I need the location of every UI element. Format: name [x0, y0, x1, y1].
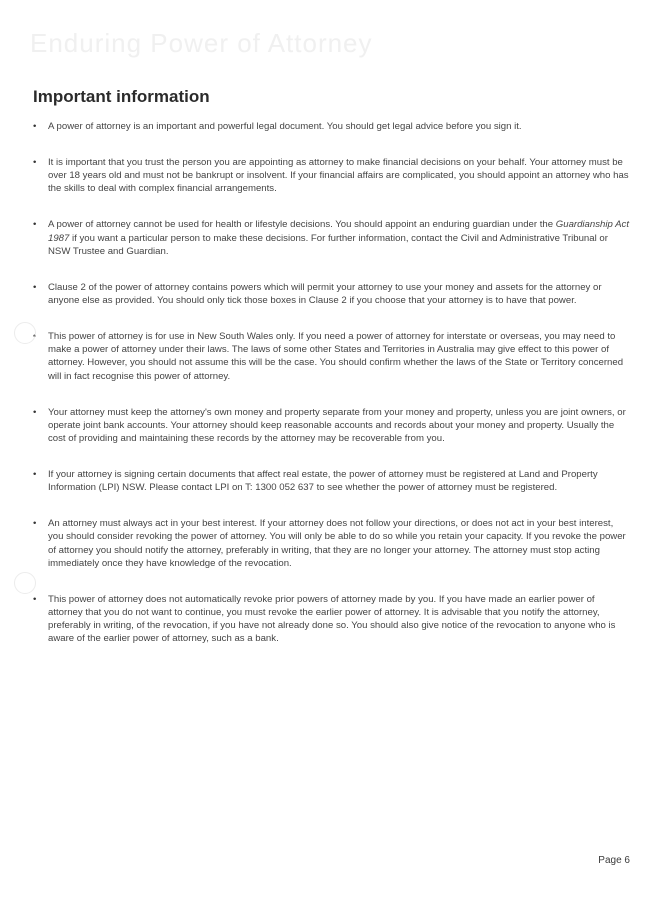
bullet-text: This power of attorney is for use in New South Wales only. If you need a power of attorney for interstate or overseas, you may need to make a power of attorney under their laws. The laws of some other States and Territories in Australia may give effect to this power of attorney. However, you should not assume this will be the case. You should confirm whether the laws of the State or Territory concerned will in fact recognise this power of attorney. — [48, 331, 624, 382]
bullet-icon: • — [33, 469, 37, 481]
bullet-icon: • — [33, 281, 37, 293]
bullet-text: It is important that you trust the person you are appointing as attorney to make financial decisions on your behalf. Your attorney must be over 18 years old and must not be bankrupt or insolvent. If your financial affairs are complicated, you should appoint an attorney who has the skills to deal with complex financial arrangements. — [48, 157, 629, 195]
bullet-icon: • — [33, 157, 37, 168]
bullet-text: If your attorney is signing certain documents that affect real estate, the power of attorney must be registered at Land and Property Information (LPI) NSW. Please contact LPI on T: 1300 052 637 to see whether the power of attorney must be registered. — [48, 469, 598, 494]
list-item — [33, 406, 630, 446]
list-item — [33, 593, 630, 646]
bullet-text — [48, 219, 629, 256]
bullet-text: This power of attorney does not automatically revoke prior powers of attorney made by you. If you have made an earlier power of attorney that you do not want to continue, you must revoke the earlier power of attorney. It is advisable that you notify the attorney, preferably in writing, of the revocation, if you have not already done so. You should also give notice of the revocation to anyone who is aware of the earlier power of attorney, such as a bank. — [48, 593, 616, 645]
bullet-icon: • — [33, 518, 37, 530]
bullet-icon: • — [33, 593, 37, 605]
list-item — [33, 281, 630, 307]
list-item — [33, 120, 630, 133]
bullet-text-before: A power of attorney cannot be used for health or lifestyle decisions. You should appoint an enduring guardian under the — [48, 219, 556, 231]
punch-hole-mark — [14, 572, 36, 594]
list-item — [33, 218, 630, 258]
page-number: Page 6 — [598, 855, 630, 866]
list-item — [33, 468, 630, 494]
bullet-text: Clause 2 of the power of attorney contains powers which will permit your attorney to use your money and assets for the attorney or anyone else as provided. You should only tick those boxes in Clause 2 if you choose that your attorney is to have that power. — [48, 281, 602, 307]
list-item — [33, 517, 630, 570]
document-title: Enduring Power of Attorney — [30, 28, 373, 58]
important-info-list — [33, 120, 630, 668]
bullet-icon: • — [33, 406, 37, 418]
bullet-text: Your attorney must keep the attorney's own money and property separate from your money and property, unless you are joint owners, or operate joint bank accounts. Your attorney should keep reasonable accounts and records about your money and property. Usually the cost of providing and maintaining these records by the attorney may be recoverable from you. — [48, 406, 626, 445]
act-name: Guardianship Act 1987 — [48, 219, 630, 244]
bullet-icon: • — [33, 219, 37, 231]
bullet-text-after: if you want a particular person to make these decisions. For further information, contact the Civil and Administrative Tribunal or NSW Trustee and Guardian. — [48, 232, 608, 257]
bullet-text: A power of attorney is an important and powerful legal document. You should get legal advice before you sign it. — [48, 121, 522, 132]
list-item — [33, 156, 630, 196]
bullet-icon: • — [33, 331, 37, 343]
list-item — [33, 330, 630, 383]
punch-hole-mark — [14, 322, 36, 344]
bullet-text: An attorney must always act in your best interest. If your attorney does not follow your directions, or does not act in your best interest, you should consider revoking the power of attorney. You will only be able to do so while you retain your capacity. If you revoke the power of attorney you should notify the attorney, preferably in writing, that they are no longer your attorney. The attorney must stop acting immediately once they have knowledge of the revocation. — [48, 518, 626, 569]
bullet-icon: • — [33, 121, 37, 132]
section-heading: Important information — [33, 87, 210, 106]
